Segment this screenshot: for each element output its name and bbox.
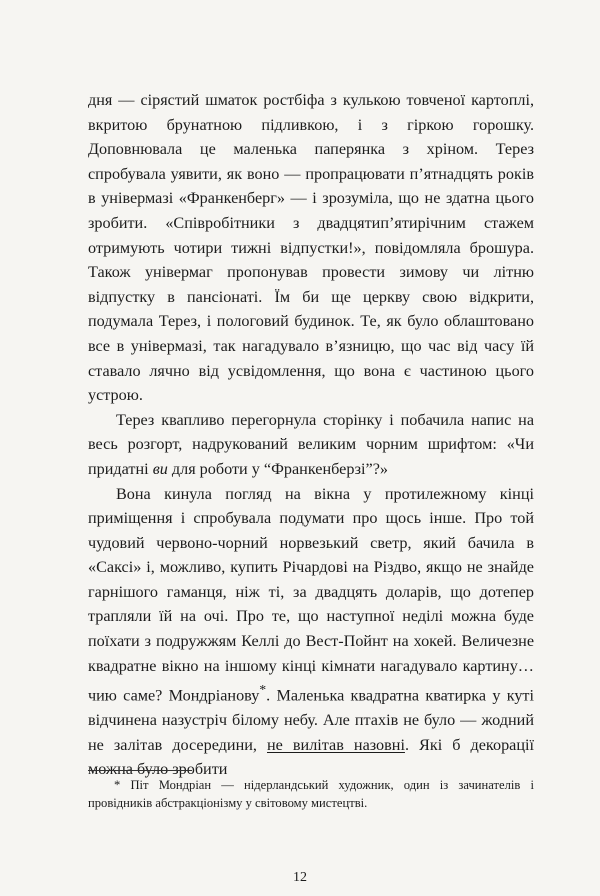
- page-number: 12: [293, 870, 307, 885]
- footnote-text: * Піт Мондріан — нідерландський художник, один із зачинателів і провідників абстракціонізму у світовому мистецтві.: [88, 778, 534, 810]
- main-text: [88, 88, 534, 782]
- underlined-phrase: не вилітав назовні: [267, 735, 405, 754]
- paragraph-1: дня — сірястий шматок ростбіфа з кулькою товченої картоплі, вкритою брунатною підливкою, і з гіркою горошку. Доповнювала це маленька паперянка з хріном. Терез спробувала уявити, як воно — пропрацювати пʼятнадцять років в універмазі «Франкенберг» — і зрозуміла, що не здатна цього зробити. «Співробітники з двадцятипʼятирічним стажем отримують чотири тижні відпустки!», повідомляла брошура. Також універмаг пропонував провести зимову чи літню відпустку в пансіонаті. Їм би ще церкву свою відкрити, подумала Терез, і пологовий будинок. Те, як було облаштовано все в універмазі, так нагадувало вʼязницю, що час від часу їй ставало лячно від усвідомлення, що вона є частиною цього устрою.: [88, 91, 534, 405]
- footnote-marker: *: [259, 682, 267, 698]
- footnote-divider: [88, 770, 192, 771]
- italic-word: ви: [152, 459, 168, 478]
- paragraph-2: Терез квапливо перегорнула сторінку і побачила напис на весь розгорт, надрукований великим чорним шрифтом: «Чи придатні ви для роботи у “Франкенберзі”?»: [88, 410, 534, 478]
- footnote: [88, 776, 534, 812]
- paragraph-3: Вона кинула погляд на вікна у протилежному кінці приміщення і спробувала подумати про щось інше. Про той чудовий червоно-чорний норвезький светр, який бачила в «Саксі» і, можливо, купить Річардові на Різдво, якщо не знайде гарнішого гаманця, ніж ті, за двадцять доларів, що дотепер трапляли їй на очі. Про те, що наступної неділі можна буде поїхати з подружжям Келлі до Вест-Пойнт на хокей. Величезне квадратне вікно на іншому кінці кімнати нагадувало картину… чию саме? Мондріанову*. Маленька квадратна кватирка у куті відчинена назустріч білому небу. Але птахів не було — жодний не залітав досередини, не вилітав назовні. Які б декорації можна було зробити: [88, 484, 535, 779]
